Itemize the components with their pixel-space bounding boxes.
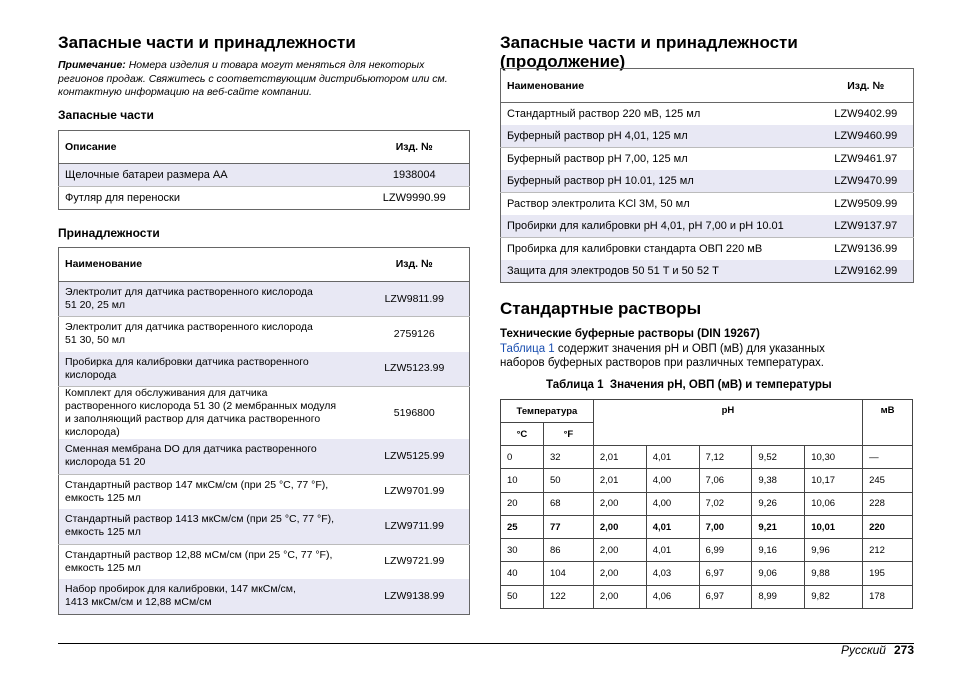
table-row	[59, 282, 470, 317]
table-cell: 9,88	[805, 562, 863, 585]
table-cell: 9,38	[752, 469, 805, 492]
table-cell: 4,01	[646, 539, 699, 562]
cell-part-number: LZW9811.99	[360, 282, 470, 317]
table-cell: —	[863, 446, 913, 469]
table-row	[501, 193, 914, 216]
table-cell: 2,01	[593, 469, 646, 492]
table-cell: 6,99	[699, 539, 752, 562]
table-row	[59, 509, 470, 544]
table-cell: 7,12	[699, 446, 752, 469]
table-cell: 2,01	[593, 446, 646, 469]
table-row	[59, 317, 470, 352]
table-cell: 4,00	[646, 492, 699, 515]
table-cell: 2,00	[593, 492, 646, 515]
table-row	[59, 187, 470, 210]
col-header-name: Наименование	[59, 248, 360, 282]
col-header-mv: мВ	[863, 400, 913, 446]
section-title-continued: Запасные части и принадлежности (продолжение)	[500, 33, 798, 71]
cell-name: Набор пробирок для калибровки, 147 мкСм/см, 1413 мкСм/см и 12,88 мСм/см	[59, 579, 360, 614]
table-cell: 4,01	[646, 446, 699, 469]
table-cell: 40	[501, 562, 544, 585]
table-row	[501, 215, 914, 238]
ph-mv-temperature-table	[500, 399, 913, 609]
table-cell: 178	[863, 585, 913, 608]
table-cell: 2,00	[593, 515, 646, 538]
table-row	[59, 579, 470, 614]
table-row	[501, 562, 913, 585]
section-title: Запасные части и принадлежности	[58, 33, 356, 52]
table-cell: 32	[543, 446, 593, 469]
cell-part-number: LZW9137.97	[819, 215, 914, 238]
table-cell: 9,06	[752, 562, 805, 585]
cell-name: Электролит для датчика растворенного кислорода 51 20, 25 мл	[59, 282, 360, 317]
cell-name: Пробирка для калибровки датчика растворенного кислорода	[59, 352, 360, 387]
col-header-temperature: Температура	[501, 400, 594, 423]
accessories-table	[58, 247, 470, 615]
note-text: Номера изделия и товара могут меняться для некоторых регионов продаж. Свяжитесь с соответствующим дистрибьютором или см. контактную информацию на веб-сайте компании.	[58, 59, 448, 98]
table-1-link[interactable]: Таблица 1	[500, 343, 555, 355]
table-cell: 195	[863, 562, 913, 585]
table-cell: 9,82	[805, 585, 863, 608]
table-cell: 245	[863, 469, 913, 492]
table-cell: 9,52	[752, 446, 805, 469]
table-row	[59, 544, 470, 579]
cell-part-number: LZW5125.99	[360, 439, 470, 474]
cell-name: Электролит для датчика растворенного кислорода 51 30, 50 мл	[59, 317, 360, 352]
cell-part-number: LZW9136.99	[819, 238, 914, 261]
cell-part-number: LZW9461.97	[819, 148, 914, 171]
table-row	[501, 125, 914, 148]
table-cell: 6,97	[699, 585, 752, 608]
table-cell: 7,00	[699, 515, 752, 538]
cell-description: Щелочные батареи размера AA	[59, 164, 360, 187]
accessories-continued-table	[500, 68, 914, 283]
table-cell: 212	[863, 539, 913, 562]
table-row	[501, 170, 914, 193]
col-header-celsius: °C	[501, 423, 544, 446]
cell-part-number: 1938004	[360, 164, 470, 187]
footer-divider	[58, 643, 914, 644]
cell-part-number: LZW9402.99	[819, 103, 914, 126]
table-cell: 10,06	[805, 492, 863, 515]
table-cell: 10	[501, 469, 544, 492]
table-cell: 9,16	[752, 539, 805, 562]
cell-part-number: LZW9460.99	[819, 125, 914, 148]
table-cell: 9,96	[805, 539, 863, 562]
table-row	[501, 103, 914, 126]
cell-name: Стандартный раствор 1413 мкСм/см (при 25 °C, 77 °F), емкость 125 мл	[59, 509, 360, 544]
cell-part-number: LZW9509.99	[819, 193, 914, 216]
cell-name: Сменная мембрана DO для датчика растворенного кислорода 51 20	[59, 439, 360, 474]
col-header-part-number: Изд. №	[360, 131, 470, 164]
table-cell: 122	[543, 585, 593, 608]
table-row	[501, 539, 913, 562]
table-row	[501, 585, 913, 608]
cell-name: Буферный раствор pH 10.01, 125 мл	[501, 170, 819, 193]
buffers-paragraph: Таблица 1 содержит значения pH и ОВП (мВ) для указанных наборов буферных растворов при различных температурах.	[500, 343, 825, 369]
table-cell: 9,26	[752, 492, 805, 515]
cell-name: Стандартный раствор 12,88 мСм/см (при 25 °C, 77 °F), емкость 125 мл	[59, 544, 360, 579]
table-row	[59, 164, 470, 187]
table-cell: 4,03	[646, 562, 699, 585]
cell-name: Стандартный раствор 147 мкСм/см (при 25 °C, 77 °F), емкость 125 мл	[59, 474, 360, 509]
footer-language: Русский	[840, 643, 886, 657]
table-cell: 20	[501, 492, 544, 515]
table-cell: 220	[863, 515, 913, 538]
accessories-heading: Принадлежности	[58, 226, 160, 240]
spare-parts-table	[58, 130, 470, 210]
cell-name: Пробирки для калибровки pH 4,01, pH 7,00 и pH 10.01	[501, 215, 819, 238]
table-cell: 30	[501, 539, 544, 562]
table-cell: 104	[543, 562, 593, 585]
table-cell: 228	[863, 492, 913, 515]
cell-name: Буферный раствор pH 7,00, 125 мл	[501, 148, 819, 171]
table-cell: 10,01	[805, 515, 863, 538]
cell-name: Стандартный раствор 220 мВ, 125 мл	[501, 103, 819, 126]
table-cell: 4,06	[646, 585, 699, 608]
table-cell: 7,02	[699, 492, 752, 515]
table-cell: 50	[501, 585, 544, 608]
table-cell: 86	[543, 539, 593, 562]
table-row	[59, 474, 470, 509]
cell-part-number: 5196800	[360, 387, 470, 440]
table-cell: 50	[543, 469, 593, 492]
cell-name: Защита для электродов 50 51 T и 50 52 T	[501, 260, 819, 283]
table-row	[501, 238, 914, 261]
note-label: Примечание:	[58, 59, 126, 71]
table-cell: 4,01	[646, 515, 699, 538]
cell-part-number: LZW9470.99	[819, 170, 914, 193]
table-row	[501, 260, 914, 283]
col-header-ph: pH	[593, 400, 862, 446]
table-caption: Таблица 1 Значения pH, ОВП (мВ) и температуры	[546, 379, 832, 391]
table-row	[59, 352, 470, 387]
table-cell: 68	[543, 492, 593, 515]
technical-buffers-heading: Технические буферные растворы (DIN 19267)	[500, 328, 760, 340]
cell-part-number: LZW9721.99	[360, 544, 470, 579]
col-header-part-number: Изд. №	[360, 248, 470, 282]
table-cell: 0	[501, 446, 544, 469]
col-header-fahrenheit: °F	[543, 423, 593, 446]
table-cell: 9,21	[752, 515, 805, 538]
table-cell: 77	[543, 515, 593, 538]
cell-part-number: LZW9162.99	[819, 260, 914, 283]
table-cell: 2,00	[593, 539, 646, 562]
data-rows	[501, 446, 913, 609]
table-cell: 10,17	[805, 469, 863, 492]
page-footer	[841, 643, 914, 657]
cell-part-number: LZW9711.99	[360, 509, 470, 544]
spare-parts-heading: Запасные части	[58, 108, 154, 122]
col-header-part-number: Изд. №	[819, 69, 914, 103]
cell-part-number: LZW9990.99	[360, 187, 470, 210]
table-cell: 2,00	[593, 585, 646, 608]
cell-part-number: LZW9138.99	[360, 579, 470, 614]
table-row	[501, 515, 913, 538]
table-row	[501, 446, 913, 469]
cell-part-number: 2759126	[360, 317, 470, 352]
cell-part-number: LZW5123.99	[360, 352, 470, 387]
col-header-name: Наименование	[501, 69, 819, 103]
cell-name: Пробирка для калибровки стандарта ОВП 220 мВ	[501, 238, 819, 261]
table-row	[501, 492, 913, 515]
table-row	[59, 387, 470, 440]
table-cell: 6,97	[699, 562, 752, 585]
cell-name: Раствор электролита KCl 3M, 50 мл	[501, 193, 819, 216]
table-cell: 7,06	[699, 469, 752, 492]
cell-part-number: LZW9701.99	[360, 474, 470, 509]
page-number: 273	[893, 643, 914, 657]
table-cell: 25	[501, 515, 544, 538]
table-row	[501, 469, 913, 492]
cell-name: Буферный раствор pH 4,01, 125 мл	[501, 125, 819, 148]
table-cell: 4,00	[646, 469, 699, 492]
table-cell: 10,30	[805, 446, 863, 469]
cell-name: Комплект для обслуживания для датчика растворенного кислорода 51 30 (2 мембранных модуля и заполняющий раствор для датчика растворенного кислорода)	[59, 387, 360, 440]
col-header-description: Описание	[59, 131, 360, 164]
cell-description: Футляр для переноски	[59, 187, 360, 210]
table-cell: 2,00	[593, 562, 646, 585]
standard-solutions-title: Стандартные растворы	[500, 299, 702, 318]
table-cell: 8,99	[752, 585, 805, 608]
note	[58, 59, 468, 100]
table-row	[501, 148, 914, 171]
table-row	[59, 439, 470, 474]
